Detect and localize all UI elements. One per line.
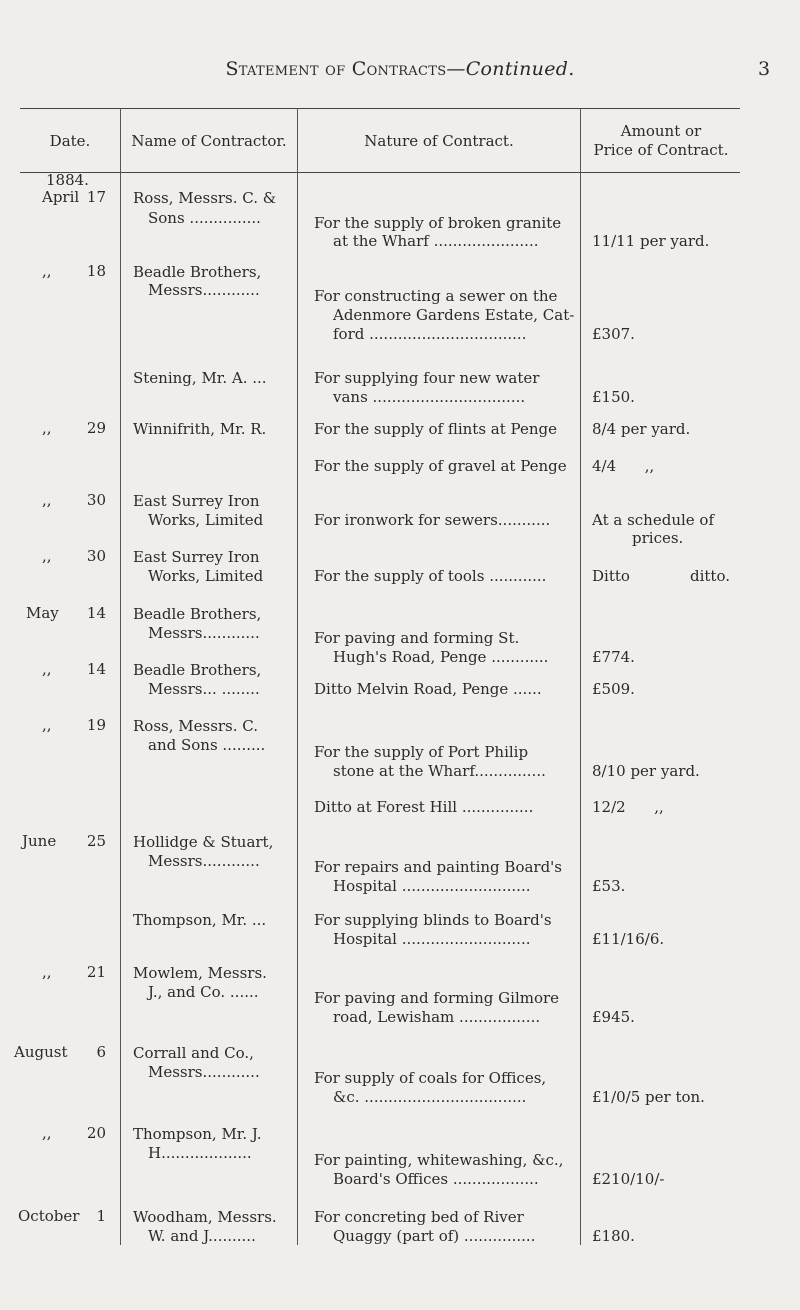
row-contractor-line1: Winnifrith, Mr. R. xyxy=(133,420,267,438)
row-contractor-line1: Thompson, Mr. ... xyxy=(133,911,267,929)
row-contractor-line2: Messrs............ xyxy=(148,852,260,870)
row-contractor-line1: Beadle Brothers, xyxy=(133,661,262,679)
row-nature-line1: For supplying blinds to Board's xyxy=(314,911,552,929)
row-nature-line2: at the Wharf ...................... xyxy=(333,232,539,250)
row-nature-line3: ford ................................. xyxy=(333,325,527,343)
row-nature-line2: Adenmore Gardens Estate, Cat- xyxy=(333,306,575,324)
row-contractor-line1: Woodham, Messrs. xyxy=(133,1208,277,1226)
row-day: 30 xyxy=(86,491,106,509)
column-header-contractor: Name of Contractor. xyxy=(131,132,287,150)
row-month: ,, xyxy=(42,262,52,280)
row-nature-line2: vans ................................ xyxy=(333,388,526,406)
row-contractor-line2: Messrs............ xyxy=(148,281,260,299)
row-nature-line1: For the supply of broken granite xyxy=(314,214,562,232)
row-month: April xyxy=(42,188,80,206)
row-nature-line1: For repairs and painting Board's xyxy=(314,858,563,876)
row-month: ,, xyxy=(42,419,52,437)
row-nature-line1: For painting, whitewashing, &c., xyxy=(314,1151,564,1169)
row-nature-line2: stone at the Wharf............... xyxy=(333,762,546,780)
row-month: ,, xyxy=(42,1124,52,1142)
column-divider-3-lower xyxy=(580,923,581,1245)
row-amount: £150. xyxy=(592,388,635,406)
row-contractor-line1: East Surrey Iron xyxy=(133,548,260,566)
row-month: ,, xyxy=(42,491,52,509)
row-month: October xyxy=(18,1207,80,1225)
row-day: 29 xyxy=(86,419,106,437)
page-header xyxy=(0,58,800,80)
row-day: 14 xyxy=(86,660,106,678)
row-nature-line1: For the supply of gravel at Penge xyxy=(314,457,567,475)
row-amount: 8/10 per yard. xyxy=(592,762,700,780)
header-bottom-rule xyxy=(20,172,740,173)
row-nature-line1: For the supply of tools ............ xyxy=(314,567,547,585)
row-nature-line1: For supplying four new water xyxy=(314,369,540,387)
column-divider-3 xyxy=(580,108,581,923)
row-nature-line1: For constructing a sewer on the xyxy=(314,287,558,305)
row-amount: £307. xyxy=(592,325,635,343)
row-amount: £509. xyxy=(592,680,635,698)
page-number: 3 xyxy=(758,58,771,80)
row-nature-line2: Hospital ........................... xyxy=(333,877,531,895)
column-header-date: Date. xyxy=(49,132,91,150)
row-amount: 11/11 per yard. xyxy=(592,232,710,250)
column-divider-2 xyxy=(297,108,298,923)
row-day: 18 xyxy=(86,262,106,280)
row-amount-ditto: ditto. xyxy=(690,567,730,585)
row-nature-line1: For the supply of flints at Penge xyxy=(314,420,557,438)
row-contractor-line2: Works, Limited xyxy=(148,511,264,529)
row-amount: £53. xyxy=(592,877,626,895)
row-month: ,, xyxy=(42,660,52,678)
column-divider-1-lower xyxy=(120,923,121,1245)
column-divider-2-lower xyxy=(297,923,298,1245)
row-amount: £1/0/5 per ton. xyxy=(592,1088,705,1106)
row-contractor-line2: Messrs............ xyxy=(148,1063,260,1081)
row-nature-line2: &c. .................................. xyxy=(333,1088,527,1106)
year-label: 1884. xyxy=(46,171,89,189)
column-divider-1 xyxy=(120,108,121,923)
row-contractor-line1: East Surrey Iron xyxy=(133,492,260,510)
header-title: Statement of Contracts xyxy=(225,58,447,80)
row-day: 17 xyxy=(86,188,106,206)
row-contractor-line2: J., and Co. ...... xyxy=(148,983,259,1001)
row-nature-line2: Hospital ........................... xyxy=(333,930,531,948)
row-day: 6 xyxy=(96,1043,106,1061)
row-day: 30 xyxy=(86,547,106,565)
row-nature-line1: For concreting bed of River xyxy=(314,1208,524,1226)
row-day: 19 xyxy=(86,716,106,734)
row-contractor-line1: Mowlem, Messrs. xyxy=(133,964,267,982)
row-contractor-line1: Thompson, Mr. J. xyxy=(133,1125,262,1143)
row-amount: £11/16/6. xyxy=(592,930,665,948)
row-contractor-line2: H................... xyxy=(148,1144,252,1162)
row-contractor-line1: Beadle Brothers, xyxy=(133,605,262,623)
row-amount: £210/10/- xyxy=(592,1170,665,1188)
row-nature-line1: Ditto at Forest Hill ............... xyxy=(314,798,534,816)
row-contractor-line1: Hollidge & Stuart, xyxy=(133,833,274,851)
row-amount: 4/4 ,, xyxy=(592,457,655,475)
row-contractor-line1: Corrall and Co., xyxy=(133,1044,254,1062)
row-amount: £945. xyxy=(592,1008,635,1026)
row-nature-line2: Board's Offices .................. xyxy=(333,1170,539,1188)
row-contractor-line1: Beadle Brothers, xyxy=(133,263,262,281)
row-month: August xyxy=(14,1043,68,1061)
row-amount: 8/4 per yard. xyxy=(592,420,691,438)
row-nature-line1: For ironwork for sewers........... xyxy=(314,511,551,529)
row-day: 1 xyxy=(96,1207,106,1225)
row-nature-line1: For paving and forming St. xyxy=(314,629,520,647)
row-amount: 12/2 ,, xyxy=(592,798,664,816)
header-continued: —Continued. xyxy=(446,58,575,80)
table-top-rule xyxy=(20,108,740,109)
row-nature-line2: Quaggy (part of) ............... xyxy=(333,1227,536,1245)
row-amount-line2: prices. xyxy=(632,529,684,547)
column-header-amount-line2: Price of Contract. xyxy=(593,141,729,159)
row-contractor-line1: Stening, Mr. A. ... xyxy=(133,369,267,387)
row-nature-line1: For paving and forming Gilmore xyxy=(314,989,560,1007)
row-contractor-line2: and Sons ......... xyxy=(148,736,266,754)
row-contractor-line2: Works, Limited xyxy=(148,567,264,585)
row-month: May xyxy=(26,604,59,622)
row-contractor-line1: Ross, Messrs. C. xyxy=(133,717,259,735)
row-nature-line1: For the supply of Port Philip xyxy=(314,743,529,761)
row-contractor-line2: Messrs............ xyxy=(148,624,260,642)
row-nature-line1: For supply of coals for Offices, xyxy=(314,1069,547,1087)
row-day: 21 xyxy=(86,963,106,981)
row-contractor-line2: Sons ............... xyxy=(148,209,261,227)
row-month: June xyxy=(22,832,57,850)
row-amount: £180. xyxy=(592,1227,635,1245)
row-day: 25 xyxy=(86,832,106,850)
row-amount: £774. xyxy=(592,648,635,666)
row-day: 14 xyxy=(86,604,106,622)
row-month: ,, xyxy=(42,963,52,981)
row-day: 20 xyxy=(86,1124,106,1142)
column-header-nature: Nature of Contract. xyxy=(364,132,514,150)
row-contractor-line2: Messrs... ........ xyxy=(148,680,260,698)
row-amount-line1: At a schedule of xyxy=(592,511,714,529)
column-header-amount-line1: Amount or xyxy=(620,122,702,140)
row-month: ,, xyxy=(42,547,52,565)
row-contractor-line2: W. and J.......... xyxy=(148,1227,256,1245)
row-month: ,, xyxy=(42,716,52,734)
row-contractor-line1: Ross, Messrs. C. & xyxy=(133,189,277,207)
row-nature-line2: road, Lewisham ................. xyxy=(333,1008,541,1026)
row-nature-line2: Hugh's Road, Penge ............ xyxy=(333,648,549,666)
row-nature-line1: Ditto Melvin Road, Penge ...... xyxy=(314,680,542,698)
row-amount: Ditto xyxy=(592,567,630,585)
